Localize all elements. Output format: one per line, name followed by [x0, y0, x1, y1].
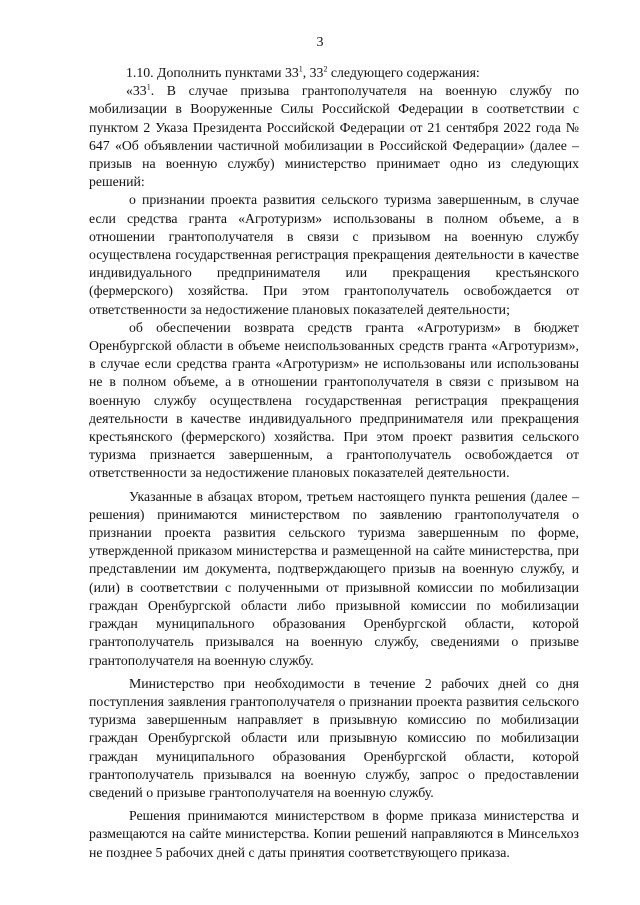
heading-text: 1.10. Дополнить пунктами 33 [126, 65, 299, 80]
decision-option-2: об обеспечении возврата средств гранта «Агротуризм» в бюджет Оренбургской области в объеме неиспользованных средств гранта «Агротуризм», в случае если средства гранта «Агротуризм» не использованы или использованы не в полном объеме, а в отношении грантополучателя в связи с призывом на военную службу осуществлена государственная регистрация прекращения деятельности в качестве индивидуального предпринимателя или прекращения крестьянского (фермерского) хозяйства. При этом проект развития сельского туризма признается завершенным, а грантополучатель освобождается от ответственности за недостижение плановых показателей деятельности. [89, 319, 579, 481]
decision-option-1: о признании проекта развития сельского туризма завершенным, в случае если средства гранта «Агротуризм» использованы в полном объеме, а в отношении грантополучателя в связи с призывом на военную службу осуществлена государственная регистрация прекращения деятельности в качестве индивидуального предпринимателя или прекращения крестьянского (фермерского) хозяйства. При этом грантополучатель освобождается от ответственности за недостижение плановых показателей деятельности; [89, 192, 579, 317]
heading-superscript-1: 1 [298, 64, 303, 74]
point-33-1-number: «33 [126, 83, 147, 99]
heading-tail: следующего содержания: [327, 65, 480, 80]
decisions-paragraph: Указанные в абзацах втором, третьем настоящего пункта решения (далее – решения) принимаются министерством по заявлению грантополучателя о признании проекта развития сельского туризма завершенным по форме, утвержденной приказом министерства и размещенной на сайте министерства, при представлении им документа, подтверждающего призыв на военную службу, и (или) в соответствии с полученными от призывной комиссии по мобилизации граждан Оренбургской области либо призывной комиссии по мобилизации граждан муниципального образования Оренбургской области, которой грантополучатель призывался на военную службу, сведениями о призыве грантополучателя на военную службу. [89, 488, 579, 668]
point-33-1-superscript: 1 [146, 82, 151, 92]
publication-paragraph: Решения принимаются министерством в форме приказа министерства и размещаются на сайте министерства. Копии решений направляются в Минсельхоз не позднее 5 рабочих дней с даты принятия соответствующего приказа. [89, 808, 579, 860]
heading-separator: , 33 [302, 65, 324, 80]
point-33-1-text: . В случае призыва грантополучателя на военную службу по мобилизации в Вооруженные Силы Российской Федерации в соответствии с пунктом 2 Указа Президента Российской Федерации от 21 сентября 2022 года № 647 «Об объявлении частичной мобилизации в Российской Федерации» (далее – призыв на военную службу) министерство принимает одно из следующих решений: [89, 83, 579, 190]
section-heading [89, 64, 579, 82]
page-number: 3 [316, 35, 324, 50]
point-33-1 [89, 82, 579, 191]
heading-superscript-2: 2 [323, 64, 328, 74]
ministry-request-paragraph: Министерство при необходимости в течение 2 рабочих дней со дня поступления заявления грантополучателя о признании проекта развития сельского туризма завершенным направляет в призывную комиссию по мобилизации граждан Оренбургской области или призывную комиссию по мобилизации граждан муниципального образования Оренбургской области, которой грантополучатель призывался на военную службу, запрос о предоставлении сведений о призыве грантополучателя на военную службу. [89, 675, 579, 800]
document-body [89, 64, 579, 862]
